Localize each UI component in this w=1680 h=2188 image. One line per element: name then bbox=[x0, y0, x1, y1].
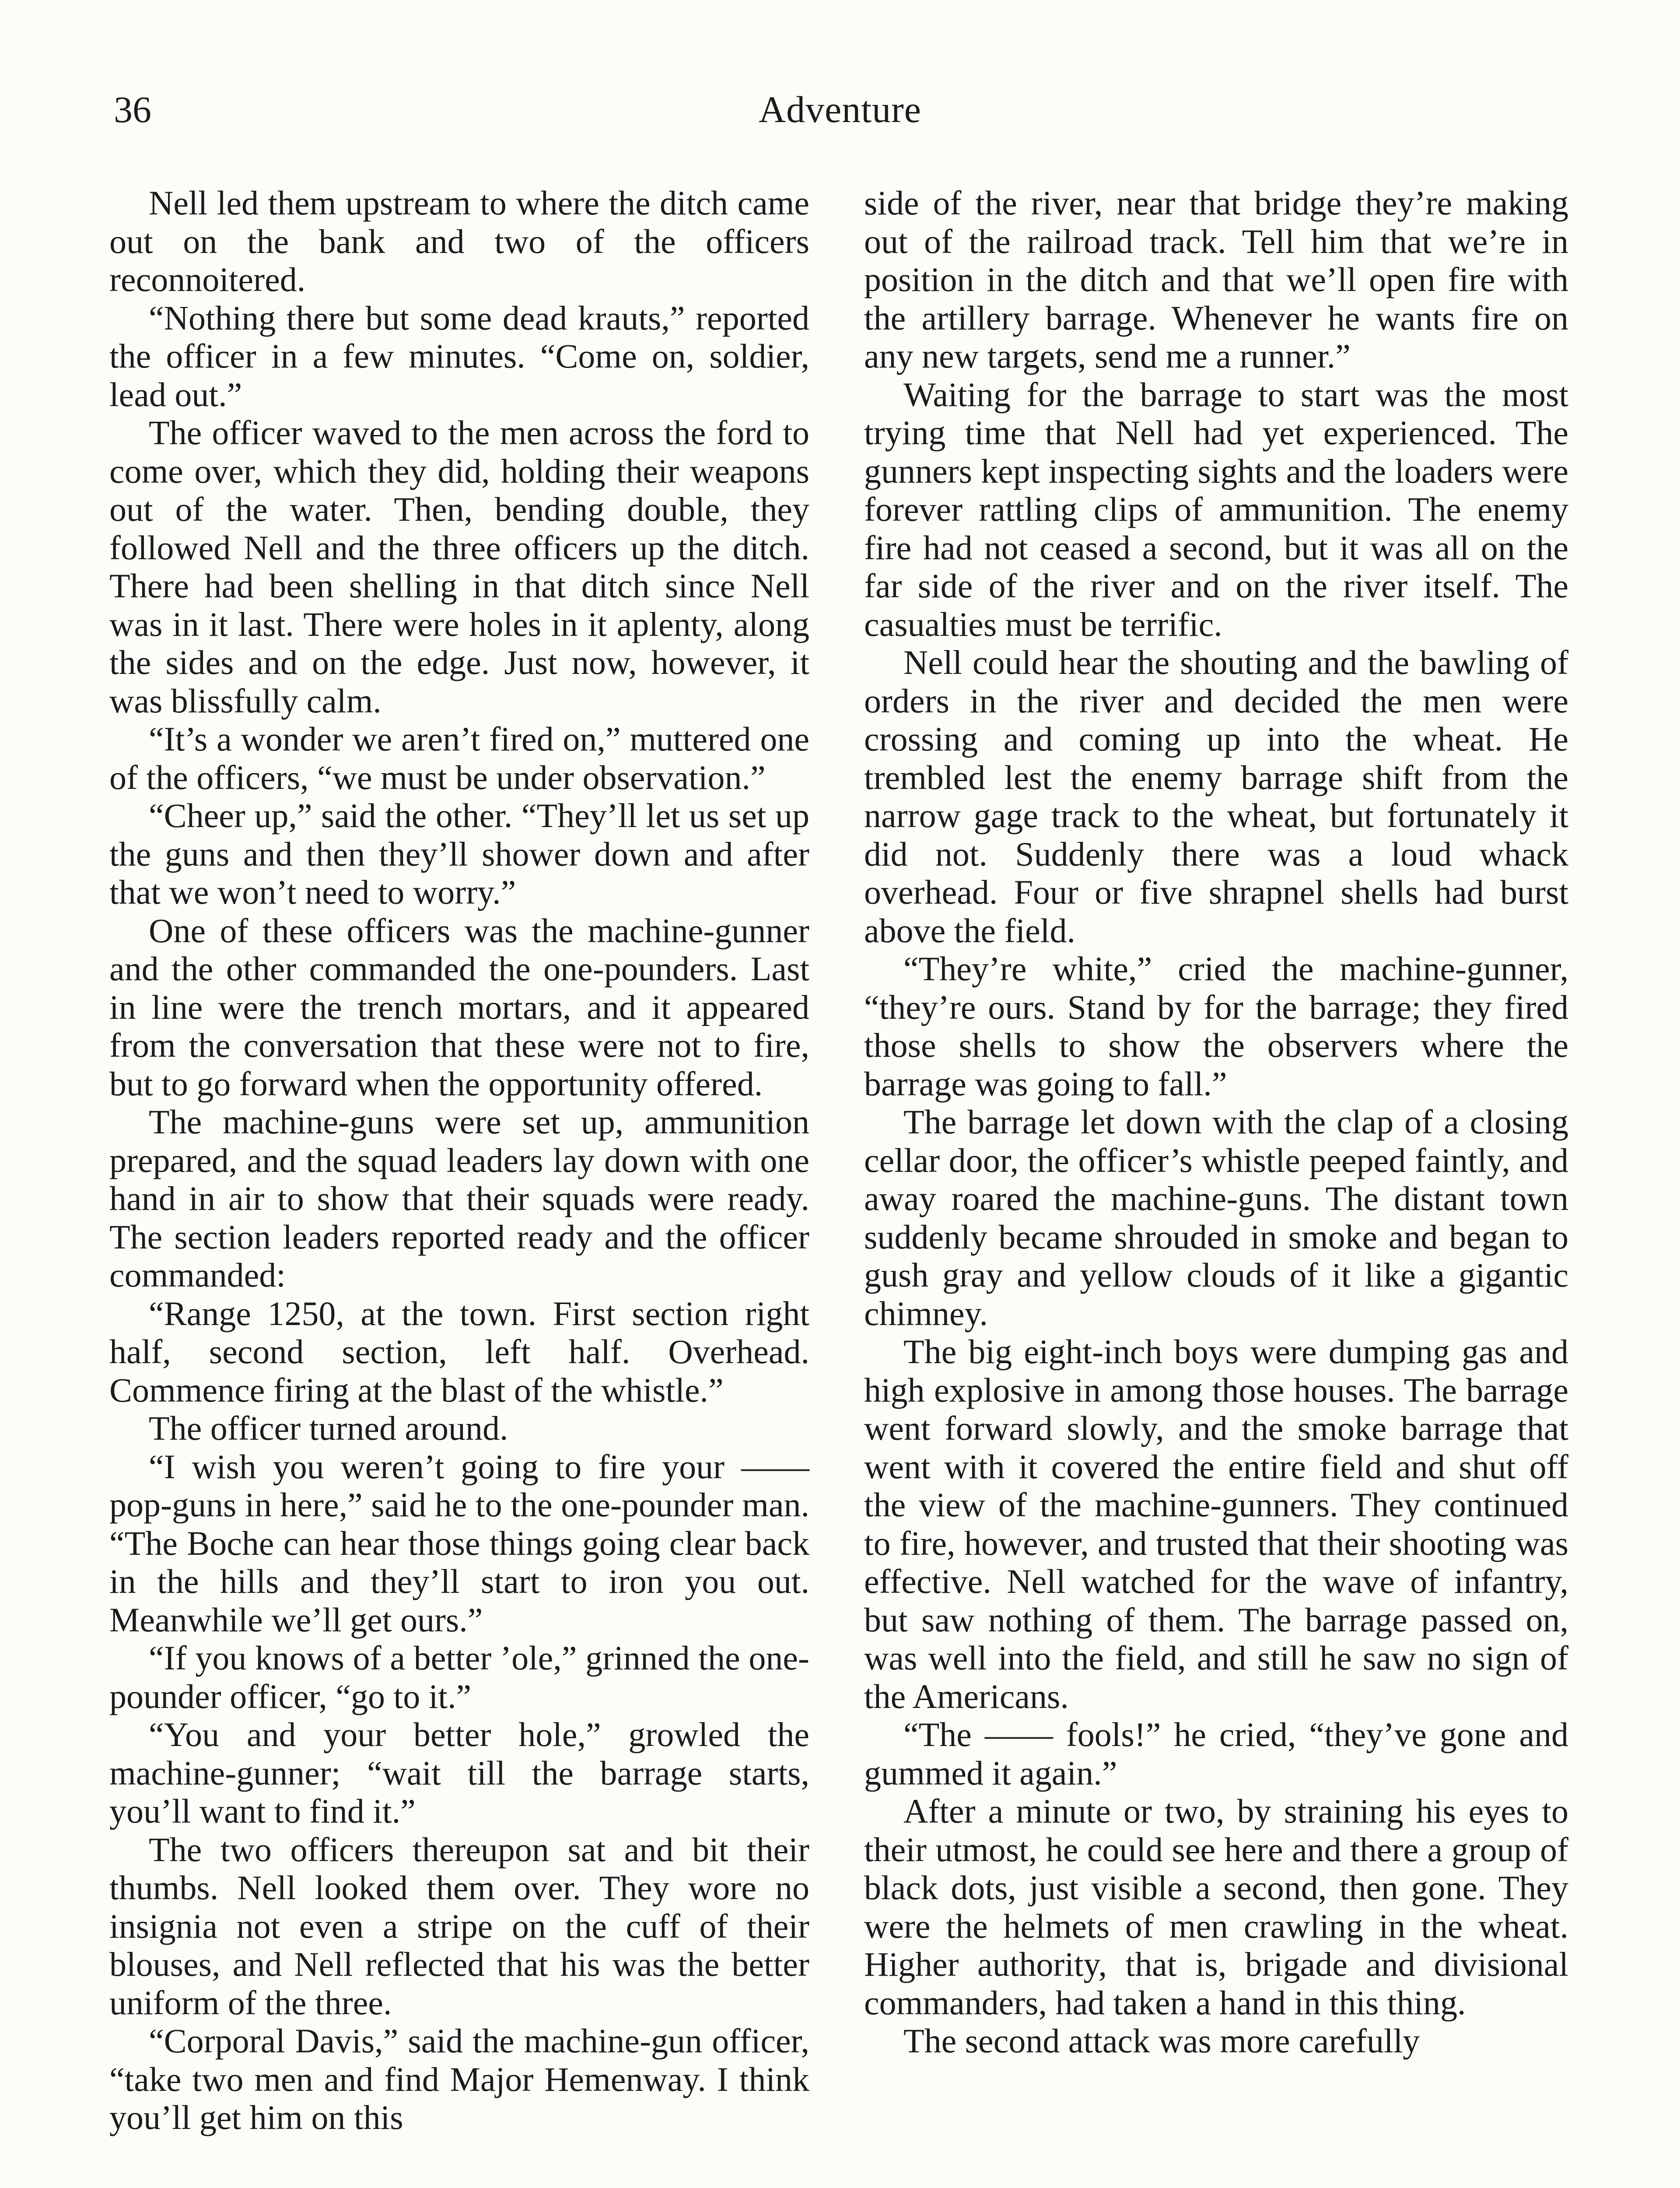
paragraph: “You and your better hole,” growled the machine-gunner; “wait till the barrage starts, you’ll want to find it.” bbox=[109, 1715, 809, 1830]
paragraph: The second attack was more carefully bbox=[903, 2022, 1420, 2060]
paragraph: “Cheer up,” said the other. “They’ll let us set up the guns and then they’ll shower down and after that we won’t need to worry.” bbox=[109, 796, 809, 911]
paragraph: The barrage let down with the clap of a closing cellar door, the officer’s whistle peeped faintly, and away roared the machine-guns. The distant town suddenly became shrouded in smoke and began to gush gray and yellow clouds of it like a gigantic chimney. bbox=[864, 1103, 1568, 1332]
paragraph: The two officers thereupon sat and bit their thumbs. Nell looked them over. They wore no insignia not even a stripe on the cuff of their blouses, and Nell reflected that his was the better uniform of the three. bbox=[109, 1830, 809, 2022]
page-header bbox=[114, 88, 1566, 149]
magazine-title: Adventure bbox=[759, 88, 921, 130]
paragraph: Nell could hear the shouting and the bawling of orders in the river and decided the men were crossing and coming up into the wheat. He trembled lest the enemy barrage shift from the narrow gage track to the wheat, but fortunately it did not. Suddenly there was a loud whack overhead. Four or five shrapnel shells had burst above the field. bbox=[864, 643, 1568, 950]
page-number: 36 bbox=[114, 88, 151, 130]
paragraph: “They’re white,” cried the machine-gunner, “they’re ours. Stand by for the barrage; they fired those shells to show the observers where the barrage was going to fall.” bbox=[864, 950, 1568, 1103]
paragraph: side of the river, near that bridge they’re making out of the railroad track. Tell him that we’re in position in the ditch and that we’ll open fire with the artillery barrage. Whenever he wants fire on any new targets, send me a runner.” bbox=[864, 184, 1568, 375]
paragraph: The officer turned around. bbox=[149, 1409, 508, 1447]
paragraph: “The —— fools!” he cried, “they’ve gone and gummed it again.” bbox=[864, 1715, 1568, 1792]
paragraph: “Corporal Davis,” said the machine-gun officer, “take two men and find Major Hemenway. I think you’ll get him on this bbox=[109, 2022, 809, 2136]
paragraph: One of these officers was the machine-gunner and the other commanded the one-pounders. Last in line were the trench mortars, and it appeared from the conversation that these were not to fire, but to go forward when the opportunity offered. bbox=[109, 911, 809, 1103]
paragraph: “If you knows of a better ’ole,” grinned the one-pounder officer, “go to it.” bbox=[109, 1639, 809, 1715]
right-column bbox=[864, 184, 1568, 2060]
paragraph: The machine-guns were set up, ammunition prepared, and the squad leaders lay down with one hand in air to show that their squads were ready. The section leaders reported ready and the officer commanded: bbox=[109, 1103, 809, 1294]
paragraph: “I wish you weren’t going to fire your —— pop-guns in here,” said he to the one-pounder man. “The Boche can hear those things going clear back in the hills and they’ll start to iron you out. Meanwhile we’ll get ours.” bbox=[109, 1447, 809, 1639]
paragraph: “It’s a wonder we aren’t fired on,” muttered one of the officers, “we must be under observation.” bbox=[109, 720, 809, 796]
paragraph: After a minute or two, by straining his eyes to their utmost, he could see here and there a group of black dots, just visible a second, then gone. They were the helmets of men crawling in the wheat. Higher authority, that is, brigade and divisional commanders, had taken a hand in this thing. bbox=[864, 1792, 1568, 2022]
left-column bbox=[109, 184, 809, 2137]
paragraph: “Range 1250, at the town. First section right half, second section, left half. Overhead. Commence firing at the blast of the whistle.” bbox=[109, 1294, 809, 1409]
paragraph: “Nothing there but some dead krauts,” reported the officer in a few minutes. “Come on, soldier, lead out.” bbox=[109, 298, 809, 414]
paragraph: Waiting for the barrage to start was the most trying time that Nell had yet experienced. The gunners kept inspecting sights and the loaders were forever rattling clips of ammunition. The enemy fire had not ceased a second, but it was all on the far side of the river and on the river itself. The casualties must be terrific. bbox=[864, 375, 1568, 643]
paragraph: Nell led them upstream to where the ditch came out on the bank and two of the officers reconnoitered. bbox=[109, 184, 809, 298]
paragraph: The big eight-inch boys were dumping gas and high explosive in among those houses. The barrage went forward slowly, and the smoke barrage that went with it covered the entire field and shut off the view of the machine-gunners. They continued to fire, however, and trusted that their shooting was effective. Nell watched for the wave of infantry, but saw nothing of them. The barrage passed on, was well into the field, and still he saw no sign of the Americans. bbox=[864, 1332, 1568, 1715]
paragraph: The officer waved to the men across the ford to come over, which they did, holding their weapons out of the water. Then, bending double, they followed Nell and the three officers up the ditch. There had been shelling in that ditch since Nell was in it last. There were holes in it aplenty, along the sides and on the edge. Just now, however, it was blissfully calm. bbox=[109, 414, 809, 720]
